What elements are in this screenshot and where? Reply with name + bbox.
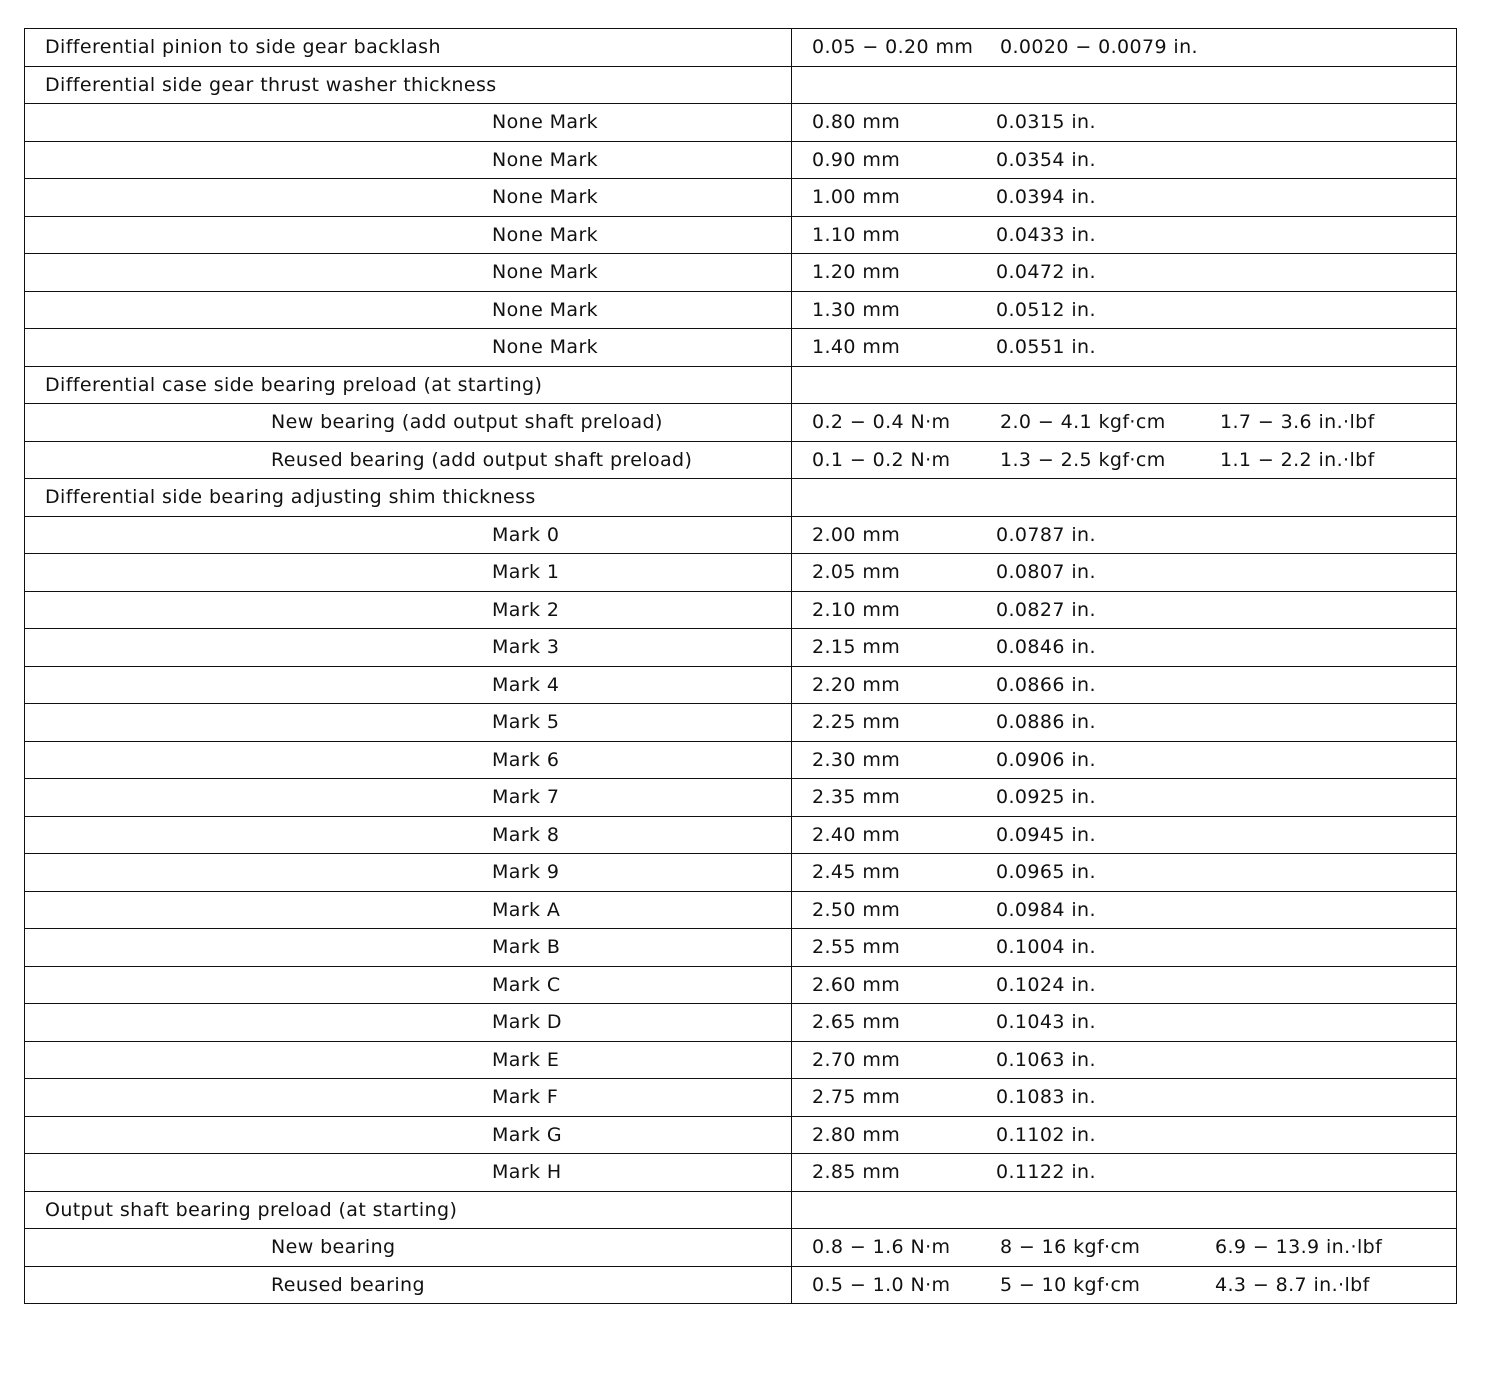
value-nm: 0.2 − 0.4 N·m [812,411,951,434]
spec-label-cell [25,329,792,367]
value-mm: 2.35 mm [812,786,901,809]
spec-label: Reused bearing [271,1273,425,1296]
value-in: 0.1043 in. [996,1011,1096,1034]
table-row [25,1079,1457,1117]
spec-label-cell [25,1191,792,1229]
spec-label: Mark E [492,1048,560,1071]
value-nm: 0.5 − 1.0 N·m [812,1273,951,1296]
spec-label-cell [25,516,792,554]
spec-heading: Differential side gear thrust washer thickness [45,73,497,96]
spec-label-cell [25,591,792,629]
table-row [25,366,1457,404]
value-mm: 2.75 mm [812,1086,901,1109]
spec-label: Mark F [492,1086,559,1109]
spec-value-cell [792,404,1457,442]
value-in: 0.0886 in. [996,711,1096,734]
value-mm: 2.45 mm [812,861,901,884]
spec-value-cell [792,816,1457,854]
value-mm: 2.85 mm [812,1161,901,1184]
table-row [25,666,1457,704]
spec-label-cell [25,404,792,442]
value-kgf: 2.0 − 4.1 kgf·cm [1000,411,1166,434]
spec-label-cell [25,441,792,479]
value-in: 0.1063 in. [996,1048,1096,1071]
value-in: 0.0945 in. [996,823,1096,846]
spec-label-cell [25,291,792,329]
spec-label: None Mark [492,111,599,134]
value-mm: 0.80 mm [812,111,901,134]
table-row [25,254,1457,292]
spec-label: Mark A [492,898,561,921]
table-row [25,516,1457,554]
spec-value-cell [792,254,1457,292]
value-lbf: 4.3 − 8.7 in.·lbf [1215,1273,1370,1296]
spec-value-cell [792,66,1457,104]
spec-label-cell [25,741,792,779]
table-row [25,704,1457,742]
spec-label: None Mark [492,148,599,171]
value-in: 0.0512 in. [996,298,1096,321]
value-mm: 2.60 mm [812,973,901,996]
value-nm: 0.8 − 1.6 N·m [812,1236,951,1259]
spec-value-cell [792,629,1457,667]
spec-label-cell [25,966,792,1004]
value-mm: 2.30 mm [812,748,901,771]
value-kgf: 8 − 16 kgf·cm [1000,1236,1141,1259]
table-row [25,1154,1457,1192]
spec-label-cell [25,1229,792,1267]
table-row [25,291,1457,329]
spec-value-cell [792,1191,1457,1229]
table-row [25,29,1457,67]
spec-value-cell [792,1079,1457,1117]
table-row [25,1191,1457,1229]
spec-value-cell [792,966,1457,1004]
spec-label-cell [25,816,792,854]
value-in: 0.0787 in. [996,523,1096,546]
value-in: 0.0846 in. [996,636,1096,659]
value-in: 0.1102 in. [996,1123,1096,1146]
spec-label: Mark 9 [492,861,560,884]
value-in: 0.1024 in. [996,973,1096,996]
spec-label: Mark B [492,936,561,959]
spec-value-cell [792,516,1457,554]
spec-label: None Mark [492,298,599,321]
spec-label-cell [25,104,792,142]
spec-label-cell [25,629,792,667]
value-mm: 2.65 mm [812,1011,901,1034]
table-row [25,591,1457,629]
table-row [25,329,1457,367]
value-mm: 2.40 mm [812,823,901,846]
spec-value-cell [792,1116,1457,1154]
spec-value-cell [792,479,1457,517]
spec-value-cell [792,216,1457,254]
table-row [25,104,1457,142]
value-in: 0.0925 in. [996,786,1096,809]
value-lbf: 6.9 − 13.9 in.·lbf [1215,1236,1383,1259]
table-row [25,966,1457,1004]
spec-label-cell [25,1116,792,1154]
spec-label: Mark 6 [492,748,560,771]
table-row [25,216,1457,254]
spec-label-cell [25,66,792,104]
table-row [25,141,1457,179]
spec-label-cell [25,554,792,592]
spec-label: Differential pinion to side gear backlash [45,36,441,59]
spec-label-cell [25,216,792,254]
table-row [25,66,1457,104]
value-mm: 2.55 mm [812,936,901,959]
spec-value-cell [792,291,1457,329]
spec-value-cell [792,104,1457,142]
value-mm: 2.00 mm [812,523,901,546]
spec-label-cell [25,1266,792,1304]
value-in: 0.0354 in. [996,148,1096,171]
spec-label: Mark 0 [492,523,560,546]
spec-label: Mark 8 [492,823,560,846]
spec-label-cell [25,1004,792,1042]
value-in: 0.1122 in. [996,1161,1096,1184]
spec-value-cell [792,1004,1457,1042]
spec-label: Reused bearing (add output shaft preload) [271,448,693,471]
spec-label: Mark D [492,1011,562,1034]
value-mm: 2.50 mm [812,898,901,921]
value-in: 0.1004 in. [996,936,1096,959]
value-in: 0.0551 in. [996,336,1096,359]
spec-heading: Differential case side bearing preload (at starting) [45,373,543,396]
table-row [25,404,1457,442]
spec-heading: Output shaft bearing preload (at starting) [45,1198,458,1221]
table-row [25,479,1457,517]
value-in: 0.0984 in. [996,898,1096,921]
spec-label-cell [25,666,792,704]
value-in: 0.0433 in. [996,223,1096,246]
value-mm: 1.00 mm [812,186,901,209]
value-mm: 2.05 mm [812,561,901,584]
spec-value-cell [792,1229,1457,1267]
spec-value-cell [792,1154,1457,1192]
spec-label-cell [25,929,792,967]
value-lbf: 1.1 − 2.2 in.·lbf [1220,448,1375,471]
spec-value-cell [792,704,1457,742]
table-row [25,629,1457,667]
spec-value-cell [792,929,1457,967]
table-row [25,441,1457,479]
spec-label: Mark 2 [492,598,560,621]
value-in: 0.0807 in. [996,561,1096,584]
spec-label: New bearing (add output shaft preload) [271,411,663,434]
spec-label: None Mark [492,186,599,209]
value-nm: 0.1 − 0.2 N·m [812,448,951,471]
spec-heading: Differential side bearing adjusting shim thickness [45,486,536,509]
table-row [25,779,1457,817]
value-mm: 0.05 − 0.20 mm [812,36,974,59]
spec-value-cell [792,779,1457,817]
table-row [25,741,1457,779]
value-mm: 2.70 mm [812,1048,901,1071]
table-row [25,816,1457,854]
value-mm: 1.20 mm [812,261,901,284]
value-mm: 2.20 mm [812,673,901,696]
spec-value-cell [792,329,1457,367]
spec-label-cell [25,854,792,892]
spec-label-cell [25,366,792,404]
value-mm: 2.10 mm [812,598,901,621]
value-kgf: 5 − 10 kgf·cm [1000,1273,1141,1296]
value-in: 0.0315 in. [996,111,1096,134]
value-mm: 1.30 mm [812,298,901,321]
spec-label: Mark 4 [492,673,560,696]
spec-label-cell [25,704,792,742]
value-in: 0.0394 in. [996,186,1096,209]
spec-value-cell [792,554,1457,592]
spec-label-cell [25,1079,792,1117]
value-in: 0.0827 in. [996,598,1096,621]
table-row [25,891,1457,929]
value-in: 0.0906 in. [996,748,1096,771]
table-row [25,554,1457,592]
spec-label: None Mark [492,261,599,284]
spec-label-cell [25,479,792,517]
value-mm: 1.40 mm [812,336,901,359]
spec-value-cell [792,141,1457,179]
spec-table [24,28,1457,1304]
value-in: 0.0020 − 0.0079 in. [1000,36,1198,59]
value-in: 0.0866 in. [996,673,1096,696]
spec-label: Mark H [492,1161,562,1184]
spec-value-cell [792,366,1457,404]
value-in: 0.0965 in. [996,861,1096,884]
spec-label: Mark 3 [492,636,560,659]
spec-label: None Mark [492,336,599,359]
spec-label-cell [25,891,792,929]
value-kgf: 1.3 − 2.5 kgf·cm [1000,448,1166,471]
table-row [25,179,1457,217]
table-row [25,1116,1457,1154]
spec-label: None Mark [492,223,599,246]
spec-value-cell [792,29,1457,67]
spec-label-cell [25,1041,792,1079]
value-mm: 1.10 mm [812,223,901,246]
table-row [25,1041,1457,1079]
spec-label-cell [25,179,792,217]
spec-label: Mark 5 [492,711,560,734]
spec-label-cell [25,1154,792,1192]
spec-label: Mark G [492,1123,563,1146]
table-row [25,1229,1457,1267]
table-row [25,929,1457,967]
spec-label-cell [25,254,792,292]
spec-label-cell [25,29,792,67]
spec-label: Mark C [492,973,561,996]
spec-value-cell [792,891,1457,929]
spec-label: Mark 1 [492,561,560,584]
table-row [25,1004,1457,1042]
value-in: 0.1083 in. [996,1086,1096,1109]
value-mm: 2.80 mm [812,1123,901,1146]
value-lbf: 1.7 − 3.6 in.·lbf [1220,411,1375,434]
spec-label-cell [25,141,792,179]
spec-label: New bearing [271,1236,396,1259]
value-mm: 2.25 mm [812,711,901,734]
value-mm: 2.15 mm [812,636,901,659]
spec-value-cell [792,1266,1457,1304]
spec-value-cell [792,854,1457,892]
spec-value-cell [792,666,1457,704]
table-row [25,854,1457,892]
spec-value-cell [792,1041,1457,1079]
spec-label: Mark 7 [492,786,560,809]
spec-value-cell [792,741,1457,779]
spec-value-cell [792,179,1457,217]
spec-value-cell [792,591,1457,629]
table-row [25,1266,1457,1304]
spec-label-cell [25,779,792,817]
value-in: 0.0472 in. [996,261,1096,284]
spec-value-cell [792,441,1457,479]
value-mm: 0.90 mm [812,148,901,171]
